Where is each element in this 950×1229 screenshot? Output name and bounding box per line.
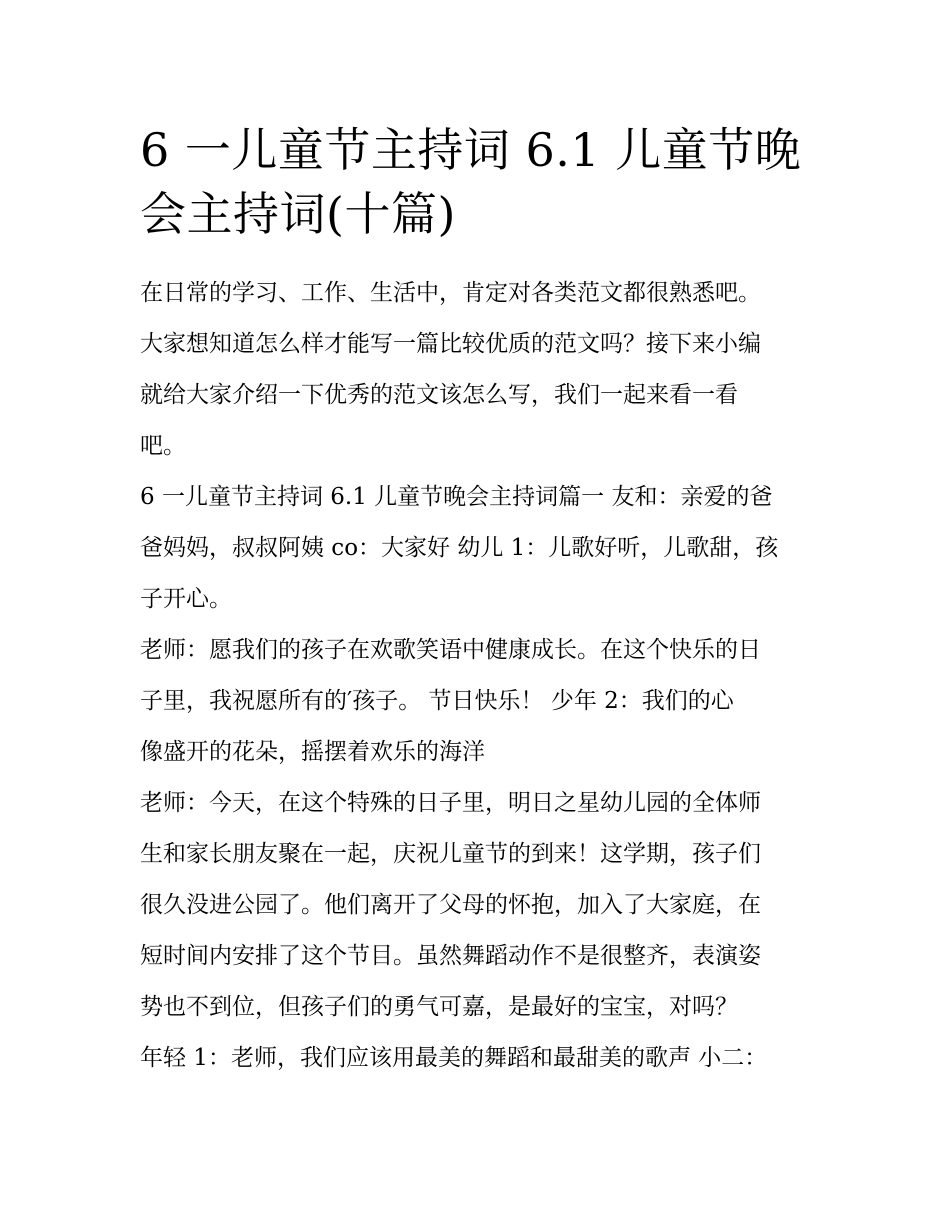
document-content bbox=[140, 118, 815, 1084]
teacher-paragraph-2 bbox=[140, 778, 815, 1084]
text-line: 生和家长朋友聚在一起，庆祝儿童节的到来！这学期，孩子们 bbox=[140, 841, 761, 867]
text-line: 吧。 bbox=[140, 433, 186, 459]
section-one-paragraph bbox=[140, 472, 815, 625]
text-line: 就给大家介绍一下优秀的范文该怎么写，我们一起来看一看 bbox=[140, 382, 738, 408]
text-line: 在日常的学习、工作、生活中，肯定对各类范文都很熟悉吧。 bbox=[140, 280, 761, 306]
text-line: 老师：今天，在这个特殊的日子里，明日之星幼儿园的全体师 bbox=[140, 790, 761, 816]
text-line: 子开心。 bbox=[140, 586, 232, 612]
teacher-paragraph-1 bbox=[140, 625, 815, 778]
intro-paragraph bbox=[140, 268, 815, 472]
text-line: 子里，我祝愿所有的′孩子。 节日快乐！ 少年 2：我们的心 bbox=[140, 688, 734, 714]
title-line: 6 一儿童节主持词 6.1 儿童节晚 bbox=[140, 123, 802, 177]
text-line: 势也不到位，但孩子们的勇气可嘉，是最好的宝宝，对吗？ bbox=[140, 994, 738, 1020]
text-line: 短时间内安排了这个节目。虽然舞蹈动作不是很整齐，表演姿 bbox=[140, 943, 761, 969]
text-line: 6 一儿童节主持词 6.1 儿童节晚会主持词篇一 友和：亲爱的爸 bbox=[140, 484, 773, 510]
text-line: 大家想知道怎么样才能写一篇比较优质的范文吗？接下来小编 bbox=[140, 331, 761, 357]
text-line: 很久没进公园了。他们离开了父母的怀抱，加入了大家庭，在 bbox=[140, 892, 761, 918]
text-line: 年轻 1：老师，我们应该用最美的舞蹈和最甜美的歌声 小二： bbox=[140, 1045, 768, 1071]
text-line: 老师：愿我们的孩子在欢歌笑语中健康成长。在这个快乐的日 bbox=[140, 637, 761, 663]
text-line: 像盛开的花朵，摇摆着欢乐的海洋 bbox=[140, 739, 485, 765]
document-title bbox=[140, 118, 815, 246]
title-line: 会主持词(十篇) bbox=[140, 187, 456, 241]
text-line: 爸妈妈，叔叔阿姨 co：大家好 幼儿 1：儿歌好听，儿歌甜，孩 bbox=[140, 535, 779, 561]
